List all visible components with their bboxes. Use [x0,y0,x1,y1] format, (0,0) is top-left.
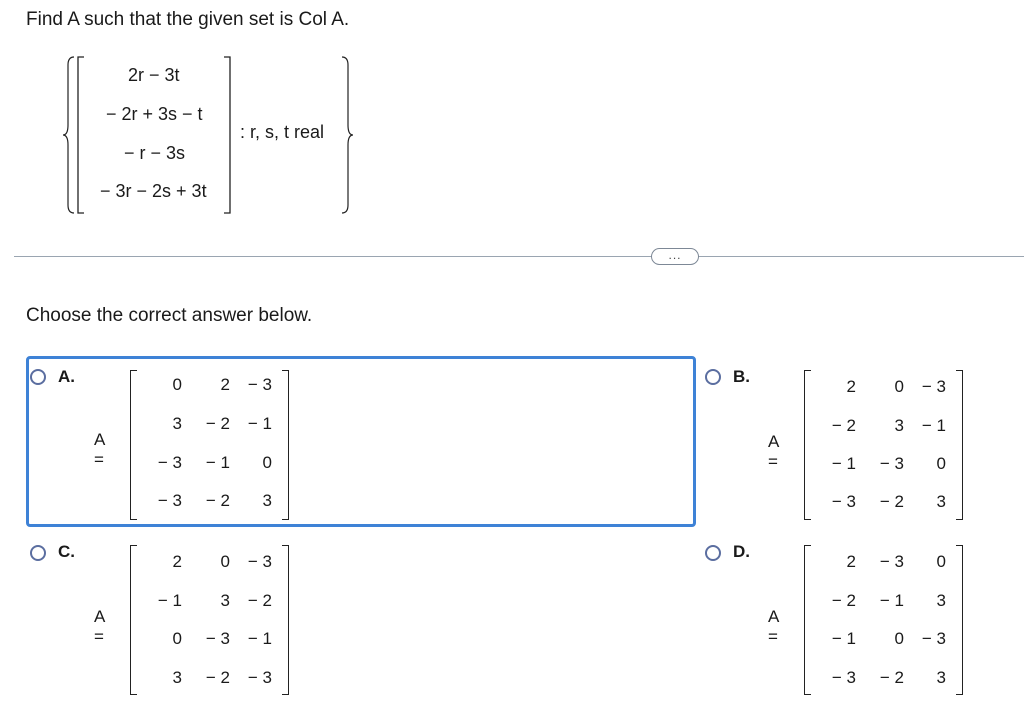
matrix-cell: 3 [936,492,946,511]
matrix-cell: 2 [220,375,230,394]
matrix-cell: − 2 [879,668,904,687]
matrix-cell: − 1 [205,453,230,472]
option-c-radio[interactable] [30,545,46,561]
matrix-cell: − 1 [247,414,272,433]
matrix-cell: − 3 [247,668,272,687]
option-a-letter[interactable]: A. [58,367,75,386]
matrix-cell: − 3 [831,668,856,687]
matrix-cell: − 1 [157,591,182,610]
option-d-label: A = [768,607,779,646]
option-a-label: A = [94,430,105,469]
matrix-cell: 3 [936,668,946,687]
matrix-cell: − 1 [247,629,272,648]
option-b-radio[interactable] [705,369,721,385]
vector-right-bracket [222,55,232,215]
matrix-cell: − 3 [157,491,182,510]
matrix-cell: 3 [936,591,946,610]
column-set [62,55,362,215]
matrix-cell: 0 [936,552,946,571]
matrix-cell: 3 [220,591,230,610]
option-b-letter[interactable]: B. [733,367,750,386]
option-d-right-bracket [956,545,963,695]
matrix-cell: − 2 [247,591,272,610]
matrix-cell: − 2 [831,591,856,610]
matrix-cell: 3 [172,668,182,687]
matrix-cell: 3 [894,416,904,435]
matrix-cell: − 3 [247,375,272,394]
matrix-cell: − 2 [831,416,856,435]
matrix-cell: 0 [172,629,182,648]
option-a-radio[interactable] [30,369,46,385]
matrix-cell: 0 [220,552,230,571]
matrix-cell: − 3 [157,453,182,472]
section-divider [14,256,1024,257]
option-b-label: A = [768,432,779,471]
option-a-left-bracket [130,370,137,520]
answer-prompt: Choose the correct answer below. [26,305,313,326]
option-c-right-bracket [282,545,289,695]
matrix-cell: 2 [846,377,856,396]
option-a-right-bracket [282,370,289,520]
matrix-cell: − 3 [879,552,904,571]
matrix-cell: − 3 [921,377,946,396]
option-c-letter[interactable]: C. [58,542,75,561]
matrix-cell: 0 [262,453,272,472]
option-c-label: A = [94,607,105,646]
matrix-cell: − 1 [831,629,856,648]
selected-option-highlight [26,356,696,527]
vector-entry-1: 2r − 3t [128,65,180,85]
question-title: Find A such that the given set is Col A. [26,9,350,30]
matrix-cell: 3 [172,414,182,433]
option-d-letter[interactable]: D. [733,542,750,561]
option-b-right-bracket [956,370,963,520]
option-c-left-bracket [130,545,137,695]
matrix-cell: − 2 [205,491,230,510]
matrix-cell: − 2 [879,492,904,511]
vector-entry-3: − r − 3s [124,143,186,163]
left-curly-brace [62,55,76,215]
matrix-cell: 0 [894,377,904,396]
vector-entry-2: − 2r + 3s − t [106,104,203,124]
matrix-cell: − 2 [205,414,230,433]
matrix-cell: 0 [894,629,904,648]
show-more-button[interactable]: ... [651,248,699,265]
option-b-left-bracket [804,370,811,520]
matrix-cell: 0 [172,375,182,394]
right-curly-brace [340,55,354,215]
matrix-cell: − 1 [879,591,904,610]
matrix-cell: 2 [846,552,856,571]
matrix-cell: 0 [936,454,946,473]
vector-left-bracket [76,55,86,215]
matrix-cell: 2 [172,552,182,571]
matrix-cell: − 3 [921,629,946,648]
option-d-left-bracket [804,545,811,695]
matrix-cell: − 3 [831,492,856,511]
matrix-cell: − 1 [921,416,946,435]
vector-entry-4: − 3r − 2s + 3t [100,181,207,201]
matrix-cell: − 2 [205,668,230,687]
set-condition: : r, s, t real [240,122,325,142]
option-d-radio[interactable] [705,545,721,561]
matrix-cell: 3 [262,491,272,510]
matrix-cell: − 3 [205,629,230,648]
matrix-cell: − 1 [831,454,856,473]
matrix-cell: − 3 [247,552,272,571]
matrix-cell: − 3 [879,454,904,473]
